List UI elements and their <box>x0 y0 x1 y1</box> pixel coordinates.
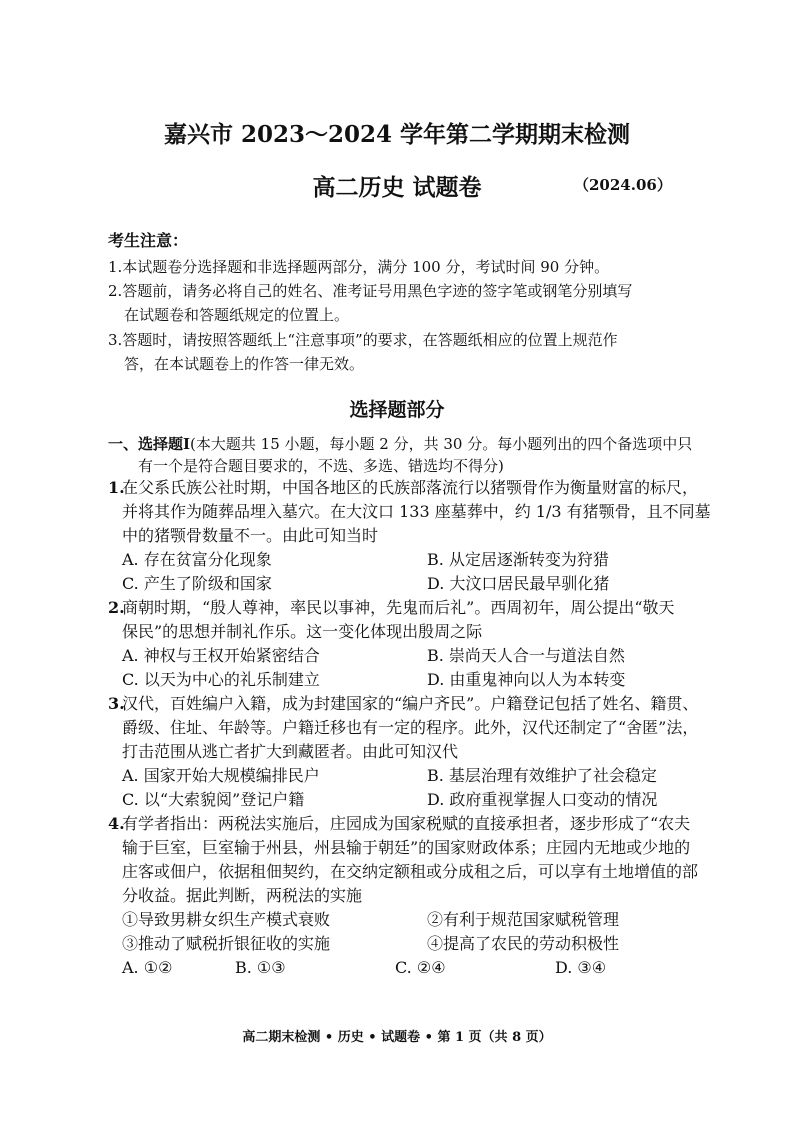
answer-option: D. 由重鬼神向以人为本转变 <box>427 670 626 689</box>
notice-heading: 考生注意： <box>108 231 189 250</box>
question-stem-line: 汉代，百姓编户入籍，成为封建国家的“编户齐民”。户籍登记包括了姓名、籍贯、 <box>122 694 699 713</box>
section-intro-text: (本大题共 15 小题，每小题 2 分，共 30 分。每小题列出的四个备选项中只 <box>190 435 693 453</box>
question-statement: ②有利于规范国家赋税管理 <box>427 910 620 929</box>
notice-line: 答，在本试题卷上的作答一律无效。 <box>124 355 365 373</box>
answer-option: C. 产生了阶级和国家 <box>122 574 272 593</box>
answer-option: B. ①③ <box>235 958 286 977</box>
section-intro-text: 有一个是符合题目要求的，不选、多选、错选均不得分) <box>138 457 504 475</box>
answer-option: D. 政府重视掌握人口变动的情况 <box>427 790 658 809</box>
page-footer: 高二期末检测 • 历史 • 试题卷 • 第 1 页（共 8 页） <box>242 1030 552 1045</box>
answer-option: D. 大汶口居民最早驯化猪 <box>427 574 610 593</box>
question-stem-line: 在父系氏族公社时期，中国各地区的氏族部落流行以猪颚骨作为衡量财富的标尺， <box>122 478 699 497</box>
question-number: 1. <box>108 478 125 497</box>
question-stem-line: 庄客或佃户，依据租佃契约，在交纳定额租或分成租之后，可以享有土地增值的部 <box>122 862 699 881</box>
question-statement: ③推动了赋税折银征收的实施 <box>122 934 331 953</box>
section-intro <box>108 434 692 454</box>
notice-line: 2.答题前，请务必将自己的姓名、准考证号用黑色字迹的签字笔或钢笔分别填写 <box>108 282 633 300</box>
question-stem-line: 中的猪颚骨数量不一。由此可知当时 <box>122 526 379 545</box>
question-statement: ①导致男耕女织生产模式衰败 <box>122 910 331 929</box>
question-stem-line: 输于巨室，巨室输于州县，州县输于朝廷”的国家财政体系；庄园内无地或少地的 <box>122 838 691 857</box>
question-stem-line: 有学者指出：两税法实施后，庄园成为国家税赋的直接承担者，逐步形成了“农夫 <box>122 814 691 833</box>
question-stem-line: 并将其作为随葬品埋入墓穴。在大汶口 133 座墓葬中，约 1/3 有猪颚骨，且不同墓 <box>122 502 711 521</box>
question-number: 3. <box>108 694 125 713</box>
notice-line: 1.本试题卷分选择题和非选择题两部分，满分 100 分，考试时间 90 分钟。 <box>108 258 610 276</box>
notice-line: 3.答题时，请按照答题纸上“注意事项”的要求，在答题纸相应的位置上规范作 <box>108 331 618 349</box>
answer-option: A. 国家开始大规模编排民户 <box>122 766 320 785</box>
question-number: 2. <box>108 598 125 617</box>
notice-line: 在试题卷和答题纸规定的位置上。 <box>124 306 350 324</box>
answer-option: B. 崇尚天人合一与道法自然 <box>427 646 625 665</box>
question-stem-line: 爵级、住址、年龄等。户籍迁移也有一定的程序。此外，汉代还制定了“舍匿”法， <box>122 718 699 737</box>
answer-option: C. 以天为中心的礼乐制建立 <box>122 670 320 689</box>
answer-option: B. 基层治理有效维护了社会稳定 <box>427 766 657 785</box>
question-stem-line: 打击范围从逃亡者扩大到藏匿者。由此可知汉代 <box>122 742 459 761</box>
answer-option: D. ③④ <box>555 958 607 977</box>
section-title: 选择题部分 <box>349 399 445 421</box>
question-stem-line: 保民”的思想并制礼作乐。这一变化体现出殷周之际 <box>122 622 483 641</box>
question-statement: ④提高了农民的劳动积极性 <box>427 934 620 953</box>
question-stem-line: 分收益。据此判断，两税法的实施 <box>122 886 363 905</box>
exam-date: （2024.06） <box>574 176 672 194</box>
exam-subtitle: 高二历史 试题卷 <box>312 174 482 201</box>
section-label: 一、选择题Ⅰ <box>108 435 191 453</box>
question-number: 4. <box>108 814 125 833</box>
answer-option: C. 以“大索貌阅”登记户籍 <box>122 790 305 809</box>
answer-option: A. 存在贫富分化现象 <box>122 550 272 569</box>
answer-option: A. ①② <box>122 958 173 977</box>
answer-option: C. ②④ <box>395 958 446 977</box>
answer-option: A. 神权与王权开始紧密结合 <box>122 646 320 665</box>
exam-title: 嘉兴市 2023～2024 学年第二学期期末检测 <box>163 121 631 148</box>
answer-option: B. 从定居逐渐转变为狩猎 <box>427 550 609 569</box>
question-stem-line: 商朝时期，“殷人尊神，率民以事神，先鬼而后礼”。西周初年，周公提出“敬天 <box>122 598 675 617</box>
